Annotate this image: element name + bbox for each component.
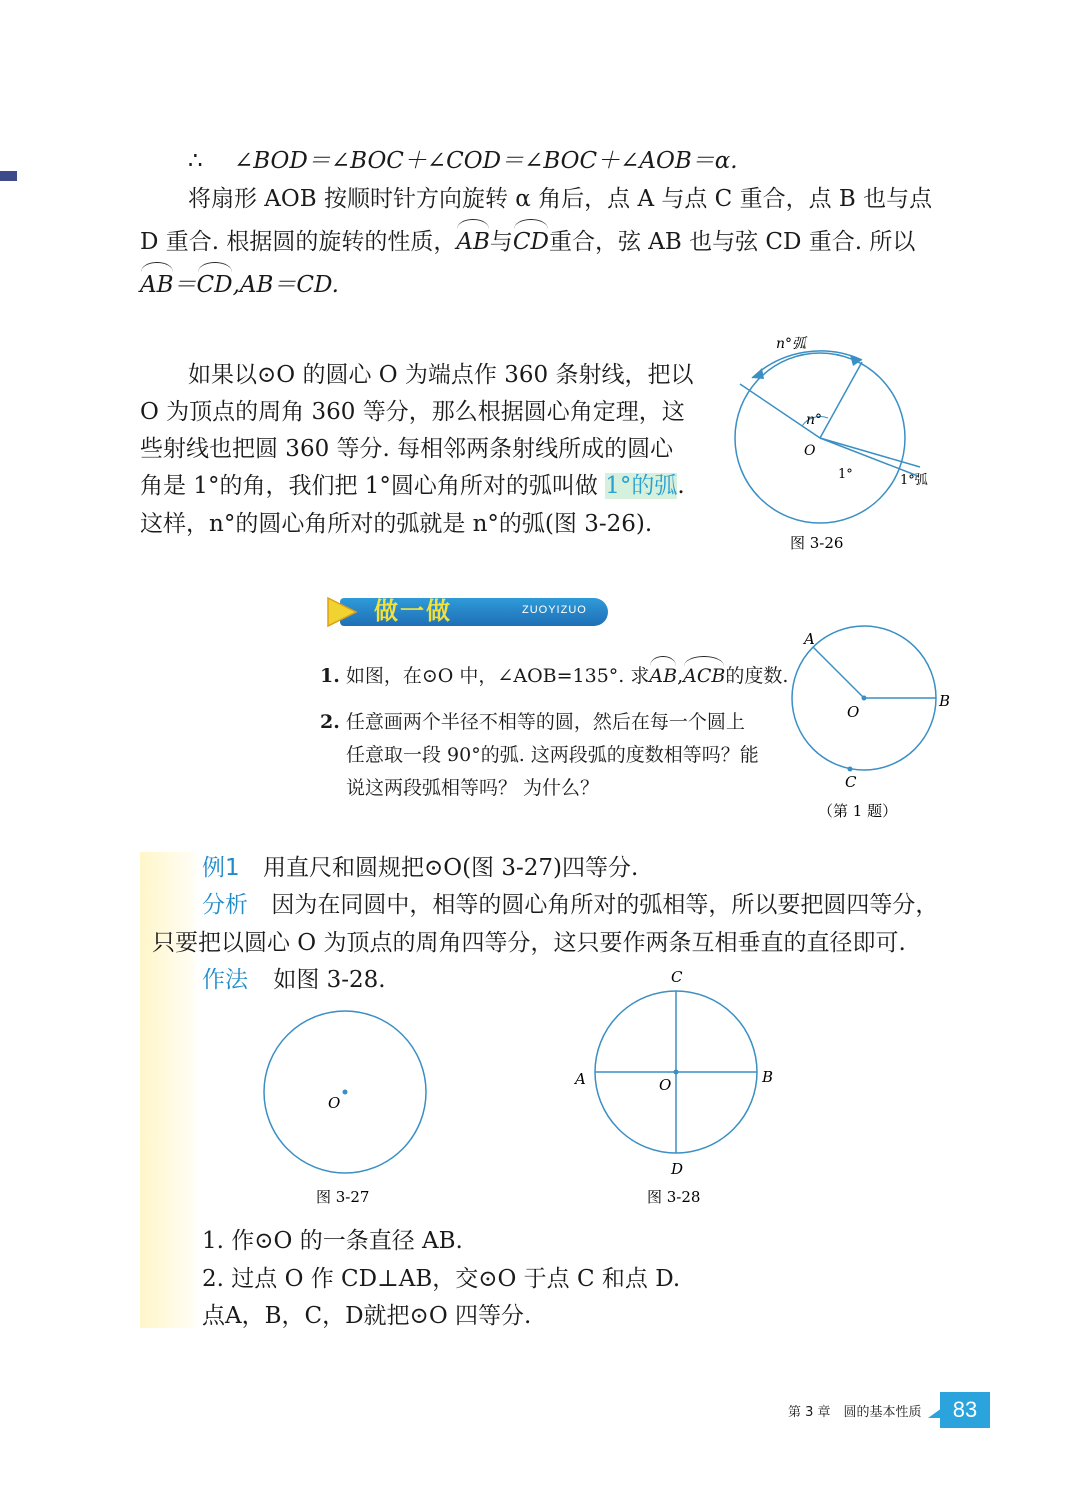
arc-cd: CD [513,223,549,261]
proof-line-3-c: 重合，弦 AB 也与弦 CD 重合. 所以 [548,229,916,255]
q1-center-dot [862,696,867,701]
fig327-caption: 图 3-27 [316,1188,370,1206]
banner-title: 做一做 [374,597,452,625]
example-label: 例1 [202,855,240,881]
chapter-edge-tab [0,171,17,181]
exercise-q2-l3: 说这两段弧相等吗？ 为什么？ [346,777,600,799]
proof-line-3 [140,223,915,261]
page-number: 83 [940,1392,990,1428]
step-1: 1. 作⊙O 的一条直径 AB. [202,1228,463,1254]
analysis-line-2: 只要把以圆心 O 为顶点的周角四等分，这只要作两条互相垂直的直径即可. [152,930,906,956]
fig326-arc-label: n°弧 [776,336,807,352]
fig326-ray-left [740,384,823,438]
fig328-label-c: C [671,968,683,986]
arc-cd-2: CD [197,266,233,304]
q1-text-a: 如图，在⊙O 中，∠AOB=135°. 求 [345,665,650,687]
degree-para-l4-a: 角是 1°的角，我们把 1°圆心角所对的弧叫做 [140,473,598,499]
q1-sep: , [677,665,684,687]
proof-line-4 [140,266,339,304]
q1-caption: （第 1 题） [818,802,898,820]
method-text: 如图 3-28. [273,967,386,993]
example-heading [202,849,638,887]
analysis-text-1: 因为在同圆中，相等的圆心角所对的弧相等，所以要把圆四等分， [271,892,939,918]
fig328-center-dot [674,1070,679,1075]
q1-number: 1. [320,665,340,687]
chapter-footer: 第 3 章 圆的基本性质 [788,1405,922,1420]
fig326-one-degree: 1° [838,467,853,482]
fig328-label-a: A [575,1070,586,1088]
proof-equation: ∠BOD＝∠BOC＋∠COD＝∠BOC＋∠AOB＝α. [233,148,738,174]
degree-para-l4-b: . [677,473,685,499]
banner-subtitle: ZUOYIZUO [522,604,587,616]
degree-para-l3: 些射线也把圆 360 等分. 每相邻两条射线所成的圆心 [140,436,674,462]
degree-para-l2: O 为顶点的周角 360 等分，那么根据圆心角定理，这 [140,399,685,425]
therefore-symbol: ∴ [188,148,203,174]
figure-3-28 [565,962,795,1214]
fig326-caption: 图 3-26 [790,534,844,552]
fig326-arrow-left [752,368,764,379]
analysis-line-1 [202,886,938,924]
exercise-q1 [320,660,788,693]
term-one-degree-arc: 1°的弧 [605,473,678,499]
degree-para-l1: 如果以⊙O 的圆心 O 为端点作 360 条射线，把以 [188,362,694,388]
example-text: 用直尺和圆规把⊙O(图 3-27)四等分. [262,855,639,881]
method-line [202,961,386,999]
fig328-caption: 图 3-28 [647,1188,701,1206]
proof-line-1 [188,142,738,180]
proof-line-3-b: 与 [489,229,513,255]
fig326-center-label: O [804,443,816,459]
q1-label-a: A [804,630,815,648]
q2-number: 2. [320,711,340,733]
arc-ab-2: AB [140,266,174,304]
arc-ab: AB [456,223,490,261]
analysis-label: 分析 [202,892,248,918]
q1-label-c: C [845,773,857,791]
q1-text-b: 的度数. [725,665,789,687]
step-2: 2. 过点 O 作 CD⊥AB，交⊙O 于点 C 和点 D. [202,1266,681,1292]
activity-banner [322,594,610,630]
q1-radius-oa [813,647,864,698]
play-arrow-icon [322,596,362,630]
q1-label-o: O [847,703,860,721]
q1-label-b: B [939,692,951,710]
equals-sign: ＝ [173,272,197,298]
fig326-n-arc [752,351,862,378]
fig326-one-degree-arc: 1°弧 [900,473,928,488]
figure-3-26 [720,330,980,560]
fig328-label-o: O [659,1076,672,1094]
fig326-ray-top [820,362,862,438]
proof-line-2: 将扇形 AOB 按顺时针方向旋转 α 角后，点 A 与点 C 重合，点 B 也与点 [188,186,933,212]
fig328-label-b: B [762,1068,774,1086]
q1-point-c [848,767,853,772]
chord-equality: ,AB＝CD. [232,272,339,298]
degree-para-l5: 这样，n°的圆心角所对的弧就是 n°的弧(图 3-26). [140,511,653,537]
q2-line-1: 任意画两个半径不相等的圆，然后在每一个圆上 [345,711,745,733]
fig328-label-d: D [671,1160,684,1178]
figure-3-27 [250,1000,450,1215]
q1-arc-acb: ACB [683,660,725,693]
fig327-label-o: O [328,1094,341,1112]
q1-arc-ab: AB [649,660,677,693]
degree-para-l4 [140,467,685,505]
exercise-q2-l1 [320,706,745,739]
fig327-center-dot [343,1090,348,1095]
proof-line-3-a: D 重合. 根据圆的旋转的性质， [140,229,457,255]
method-label: 作法 [202,967,248,993]
fig326-angle-label: n° [806,412,823,428]
step-3: 点A，B，C，D就把⊙O 四等分. [202,1303,532,1329]
exercise-q2-l2: 任意取一段 90°的弧. 这两段弧的度数相等吗？能 [346,744,759,766]
figure-question-1 [785,620,965,830]
